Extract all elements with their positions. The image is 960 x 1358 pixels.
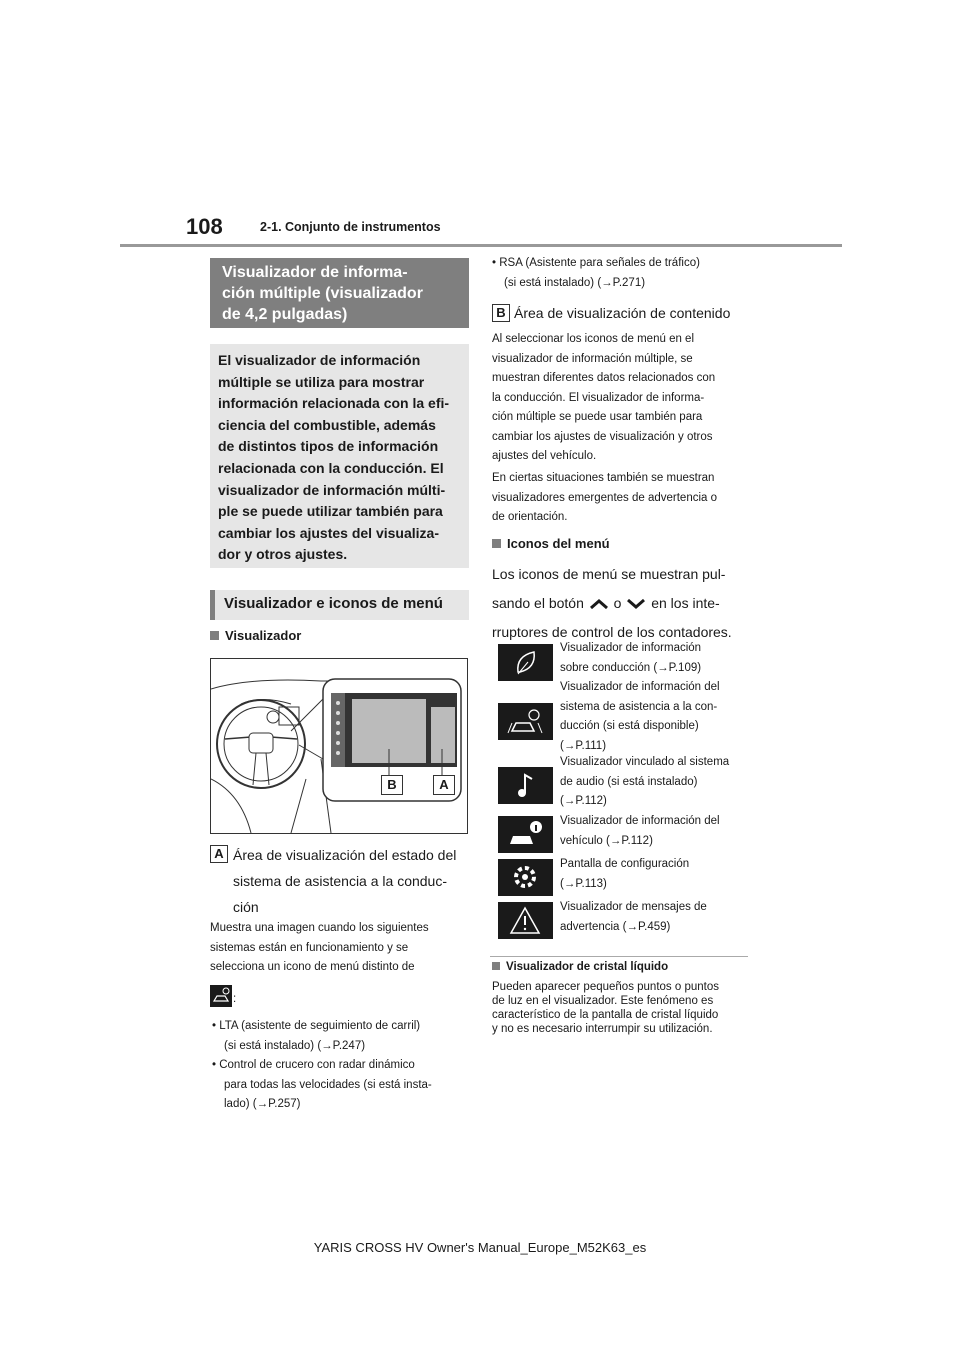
b-line: cambiar los ajustes de visualización y otros (492, 430, 713, 443)
gear-icon (498, 859, 553, 896)
b-marker: B (492, 304, 510, 322)
square-bullet-icon (210, 631, 219, 640)
menu-heading (492, 536, 610, 551)
rsa-line: • RSA (Asistente para señales de tráfico) (492, 257, 700, 269)
b-paragraph-2 (492, 469, 754, 528)
chevron-down-icon (625, 597, 647, 611)
b-title: Área de visualización de contenido (514, 305, 731, 321)
menu-intro-text: sando el botón (492, 595, 584, 611)
rsa-line: (si está instalado) (→P.271) (504, 276, 646, 289)
a-line: ción (233, 899, 259, 915)
menu-intro-line: rruptores de control de los contadores. (492, 624, 732, 640)
intro-line: dor y otros ajustes. (218, 546, 348, 563)
header-rule (120, 244, 842, 247)
list-line: • Control de crucero con radar dinámico (212, 1059, 415, 1071)
icon-desc (560, 898, 755, 937)
icon-desc-line: Visualizador de mensajes de (560, 901, 707, 913)
menu-intro-text: o (613, 595, 622, 611)
b-line: ajustes del vehículo. (492, 450, 597, 462)
title-line: ción múltiple (visualizador (222, 285, 423, 302)
intro-line: cambiar los ajustes del visualiza- (218, 524, 439, 541)
lcd-line: de luz en el visualizador. Este fenómeno es (492, 995, 714, 1007)
icon-desc-line: ducción (si está disponible) (560, 720, 699, 732)
b-line: la conducción. El visualizador de informa- (492, 391, 705, 404)
b-line: de orientación. (492, 511, 568, 523)
section-title: 2-1. Conjunto de instrumentos (260, 220, 441, 234)
icon-desc (560, 753, 755, 812)
title-line: de 4,2 pulgadas) (222, 306, 348, 323)
b-line: visualizador de información múltiple, se (492, 352, 693, 365)
b-paragraph (492, 330, 754, 467)
icon-desc (560, 639, 755, 678)
b-line: muestran diferentes datos relacionados con (492, 372, 716, 384)
square-bullet-icon (492, 539, 501, 548)
divider (490, 956, 748, 957)
car-info-icon (498, 816, 553, 853)
driver-assist-inline-icon (210, 985, 232, 1007)
icon-desc-line: Visualizador de información (560, 642, 702, 654)
lcd-heading (492, 961, 668, 973)
a-caption-text (233, 842, 473, 920)
icon-desc-line: (→P.113) (560, 877, 607, 890)
b-line: visualizadores emergentes de advertencia o (492, 491, 718, 504)
a-marker: A (210, 845, 228, 863)
lcd-line: característico de la pantalla de cristal líquido (492, 1009, 719, 1021)
leaf-icon (498, 644, 553, 681)
intro-line: información relacionada con la efi- (218, 395, 450, 412)
icon-desc-line: Visualizador vinculado al sistema (560, 756, 730, 768)
a-paragraph (210, 919, 470, 978)
icon-desc-line: sistema de asistencia a la con- (560, 700, 718, 713)
icon-desc-line: Visualizador de información del (560, 681, 720, 693)
page-number: 108 (186, 214, 223, 239)
list-item (212, 1017, 472, 1115)
a-line: sistema de asistencia a la conduc- (233, 873, 447, 889)
para-line: selecciona un icono de menú distinto de (210, 961, 415, 973)
para-line: Muestra una imagen cuando los siguientes (210, 922, 429, 934)
visualizador-heading-text: Visualizador (225, 628, 302, 643)
chapter-title-box (210, 258, 469, 328)
intro-box (210, 344, 469, 568)
intro-line: relacionada con la conducción. El (218, 459, 444, 476)
intro-line: El visualizador de información (218, 352, 421, 368)
intro-line: múltiple se utiliza para mostrar (218, 373, 425, 390)
a-line: Área de visualización del estado del (233, 847, 457, 863)
icon-desc-line: (→P.112) (560, 795, 607, 807)
intro-line: ple se puede utilizar también para (218, 503, 443, 520)
b-line: Al seleccionar los iconos de menú en el (492, 333, 695, 345)
figure-label-a: A (433, 775, 455, 795)
b-line: En ciertas situaciones también se muestran (492, 472, 715, 484)
driver-assist-icon (498, 703, 553, 740)
menu-heading-text: Iconos del menú (507, 536, 610, 551)
warning-icon (498, 902, 553, 939)
list-line: lado) (→P.257) (224, 1098, 301, 1110)
dashboard-figure (210, 658, 468, 834)
icon-desc-line: (→P.111) (560, 739, 607, 752)
lcd-paragraph (492, 980, 754, 1036)
music-note-icon (498, 767, 553, 804)
menu-intro-line (492, 589, 762, 618)
icon-desc (560, 678, 755, 756)
intro-line: ciencia del combustible, además (218, 416, 436, 433)
subheading: Visualizador e iconos de menú (210, 590, 469, 620)
title-line: Visualizador de informa- (222, 264, 408, 281)
icon-desc-line: vehículo (→P.112) (560, 834, 653, 847)
dashboard-illustration (211, 659, 467, 833)
lcd-line: y no es necesario interrumpir su utilización. (492, 1023, 713, 1035)
list-line: para todas las velocidades (si está insta- (224, 1078, 432, 1091)
icon-desc-line: Pantalla de configuración (560, 858, 690, 870)
square-bullet-icon (492, 962, 500, 970)
icon-desc-line: de audio (si está instalado) (560, 775, 698, 788)
icon-desc (560, 812, 755, 851)
icon-desc-line: sobre conducción (→P.109) (560, 661, 702, 674)
footer: YARIS CROSS HV Owner's Manual_Europe_M52K63_es (313, 1240, 647, 1255)
visualizador-heading (210, 628, 301, 643)
para-line: sistemas están en funcionamiento y se (210, 941, 409, 954)
colon: : (233, 993, 237, 1005)
intro-line: visualizador de información múlti- (218, 481, 446, 498)
chevron-up-icon (588, 597, 610, 611)
list-line: • LTA (asistente de seguimiento de carril) (212, 1020, 421, 1032)
icon-desc-line: Visualizador de información del (560, 815, 720, 827)
lcd-heading-text: Visualizador de cristal líquido (506, 961, 669, 973)
rsa-item (492, 254, 752, 293)
icon-desc-line: advertencia (→P.459) (560, 920, 671, 933)
menu-intro (492, 560, 762, 647)
list-line: (si está instalado) (→P.247) (224, 1039, 366, 1052)
icon-desc (560, 855, 755, 894)
figure-label-b: B (381, 775, 403, 795)
lcd-line: Pueden aparecer pequeños puntos o puntos (492, 981, 719, 993)
b-line: ción múltiple se puede usar también para (492, 411, 703, 423)
menu-intro-text: en los inte- (651, 595, 720, 611)
intro-line: de distintos tipos de información (218, 438, 439, 455)
menu-intro-line: Los iconos de menú se muestran pul- (492, 566, 726, 582)
